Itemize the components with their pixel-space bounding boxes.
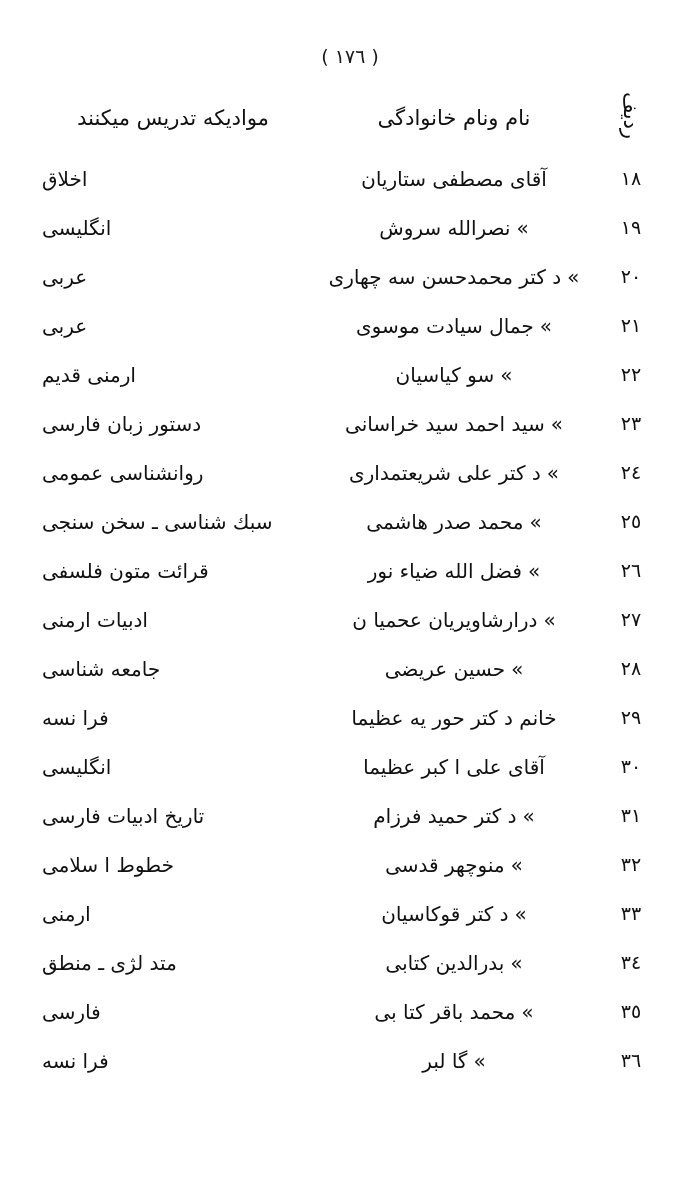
cell-name-text: فضل الله ضياء نور <box>367 558 522 583</box>
cell-name <box>304 595 604 644</box>
cell-name-text: گا لبر <box>422 1048 468 1073</box>
cell-row-index: ١٨ <box>620 167 642 190</box>
cell-name-text: بدرالدين کتابی <box>385 950 505 975</box>
cell-name <box>304 840 604 889</box>
cell-name-text: محمد باقر کتا بی <box>374 999 516 1024</box>
ditto-mark: » <box>567 264 580 289</box>
cell-row-index: ٢٣ <box>620 412 642 435</box>
table-row <box>42 987 658 1036</box>
faculty-roster-table <box>42 82 658 1085</box>
cell-name <box>304 301 604 350</box>
cell-name-text: خانم د کتر حور يه عظيما <box>351 705 557 730</box>
ditto-mark: » <box>473 1048 486 1073</box>
table-row <box>42 840 658 889</box>
cell-subject: ارمنی قديم <box>42 362 136 387</box>
table-header <box>42 82 658 154</box>
cell-subject: فارسی <box>42 999 101 1024</box>
table-row <box>42 301 658 350</box>
column-header-row-index <box>604 82 658 154</box>
table-row <box>42 448 658 497</box>
cell-subject: فرا نسه <box>42 1048 109 1073</box>
cell-subject: تاريخ ادبيات فارسی <box>42 803 205 828</box>
ditto-mark: » <box>510 950 523 975</box>
cell-subject: متد لژی ـ منطق <box>42 950 177 975</box>
ditto-mark: » <box>514 901 527 926</box>
cell-subject: قرائت متون فلسفی <box>42 558 209 583</box>
table-row <box>42 154 658 203</box>
cell-row-index: ٣٤ <box>620 951 642 974</box>
cell-row-index: ٢٤ <box>620 461 642 484</box>
cell-name-text: جمال سيادت موسوی <box>356 313 534 338</box>
table-row <box>42 252 658 301</box>
ditto-mark: » <box>522 803 535 828</box>
cell-name <box>304 938 604 987</box>
cell-subject: دستور زبان فارسی <box>42 411 202 436</box>
cell-name-text: آقای علی ا کبر عظيما <box>363 754 545 779</box>
table-row <box>42 546 658 595</box>
ditto-mark: » <box>527 558 541 583</box>
table-row <box>42 644 658 693</box>
cell-row-index: ٢٢ <box>620 363 642 386</box>
cell-name <box>304 546 604 595</box>
cell-name-text: نصرالله سروش <box>379 215 511 240</box>
cell-name <box>304 889 604 938</box>
cell-row-index: ٢٥ <box>620 510 642 533</box>
cell-row-index: ٢٠ <box>620 265 642 288</box>
cell-name <box>304 350 604 399</box>
table-header-row <box>42 82 658 154</box>
cell-name-text: آقای مصطفی ستاريان <box>361 166 547 191</box>
cell-name-text: حسين عريضی <box>384 656 506 681</box>
cell-row-index: ٣٥ <box>620 1000 642 1023</box>
cell-subject: فرا نسه <box>42 705 109 730</box>
table-row <box>42 497 658 546</box>
cell-name-text: محمد صدر هاشمی <box>366 509 524 534</box>
cell-name-text: د کتر محمدحسن سه چهاری <box>328 264 562 289</box>
cell-row-index: ٢٩ <box>620 706 642 729</box>
ditto-mark: » <box>500 362 513 387</box>
table-row <box>42 399 658 448</box>
cell-name-text: د کتر علی شريعتمداری <box>348 460 541 485</box>
table-row <box>42 742 658 791</box>
ditto-mark: » <box>539 313 552 338</box>
table-row <box>42 791 658 840</box>
ditto-mark: » <box>511 656 524 681</box>
table-row <box>42 203 658 252</box>
ditto-mark: » <box>529 509 542 534</box>
cell-name <box>304 203 604 252</box>
cell-subject: اخلاق <box>42 166 88 191</box>
ditto-mark: » <box>550 411 563 436</box>
cell-name <box>304 252 604 301</box>
cell-row-index: ٣١ <box>620 804 642 827</box>
cell-subject: ارمنی <box>42 901 91 926</box>
cell-subject: عربی <box>42 313 88 338</box>
ditto-mark: » <box>543 607 556 632</box>
cell-row-index: ٣٦ <box>620 1049 642 1072</box>
cell-row-index: ٣٠ <box>620 755 642 778</box>
cell-subject: جامعه شناسی <box>42 656 161 681</box>
cell-name-text: سيد احمد سيد خراسانی <box>345 411 545 436</box>
cell-name-text: منوچهر قدسی <box>385 852 505 877</box>
cell-name <box>304 154 604 203</box>
table-row <box>42 693 658 742</box>
table-row <box>42 938 658 987</box>
cell-subject: انگليسی <box>42 754 112 779</box>
cell-row-index: ٢٧ <box>620 608 642 631</box>
table-row <box>42 595 658 644</box>
table-row <box>42 350 658 399</box>
cell-name <box>304 987 604 1036</box>
ditto-mark: » <box>510 852 523 877</box>
cell-name <box>304 644 604 693</box>
cell-subject: ادبيات ارمنی <box>42 607 148 632</box>
cell-subject: سبك شناسی ـ سخن سنجی <box>42 509 273 534</box>
ditto-mark: » <box>516 215 529 240</box>
table-row <box>42 1036 658 1085</box>
cell-name <box>304 497 604 546</box>
cell-row-index: ٣٣ <box>620 902 642 925</box>
column-header-name: نام ونام خانوادگی <box>377 106 531 130</box>
table-row <box>42 889 658 938</box>
cell-name-text: درارشاويريان عحميا ن <box>352 607 538 632</box>
cell-name <box>304 791 604 840</box>
cell-row-index: ٢١ <box>620 314 642 337</box>
cell-name <box>304 448 604 497</box>
column-header-row-index-label: ردیف <box>619 92 644 140</box>
cell-row-index: ٢٦ <box>620 559 642 582</box>
roster-table-wrapper <box>42 82 658 1085</box>
cell-name-text: د کتر قوکاسيان <box>381 901 509 926</box>
cell-subject: روانشناسی عمومی <box>42 460 204 485</box>
ditto-mark: » <box>521 999 534 1024</box>
page-number: ( ١٧٦ ) <box>321 46 379 68</box>
cell-name <box>304 693 604 742</box>
cell-subject: انگليسی <box>42 215 112 240</box>
cell-name-text: د کتر حميد فرزام <box>373 803 517 828</box>
ditto-mark: » <box>546 460 560 485</box>
cell-row-index: ٣٢ <box>620 853 642 876</box>
table-body <box>42 154 658 1085</box>
cell-name-text: سو کياسيان <box>395 362 495 387</box>
column-header-subjects: مواديکه تدريس ميکنند <box>77 106 269 130</box>
cell-subject: خطوط ا سلامی <box>42 852 174 877</box>
cell-name <box>304 742 604 791</box>
cell-row-index: ٢٨ <box>620 657 642 680</box>
cell-name <box>304 1036 604 1085</box>
cell-name <box>304 399 604 448</box>
cell-row-index: ١٩ <box>620 216 642 239</box>
cell-subject: عربی <box>42 264 88 289</box>
